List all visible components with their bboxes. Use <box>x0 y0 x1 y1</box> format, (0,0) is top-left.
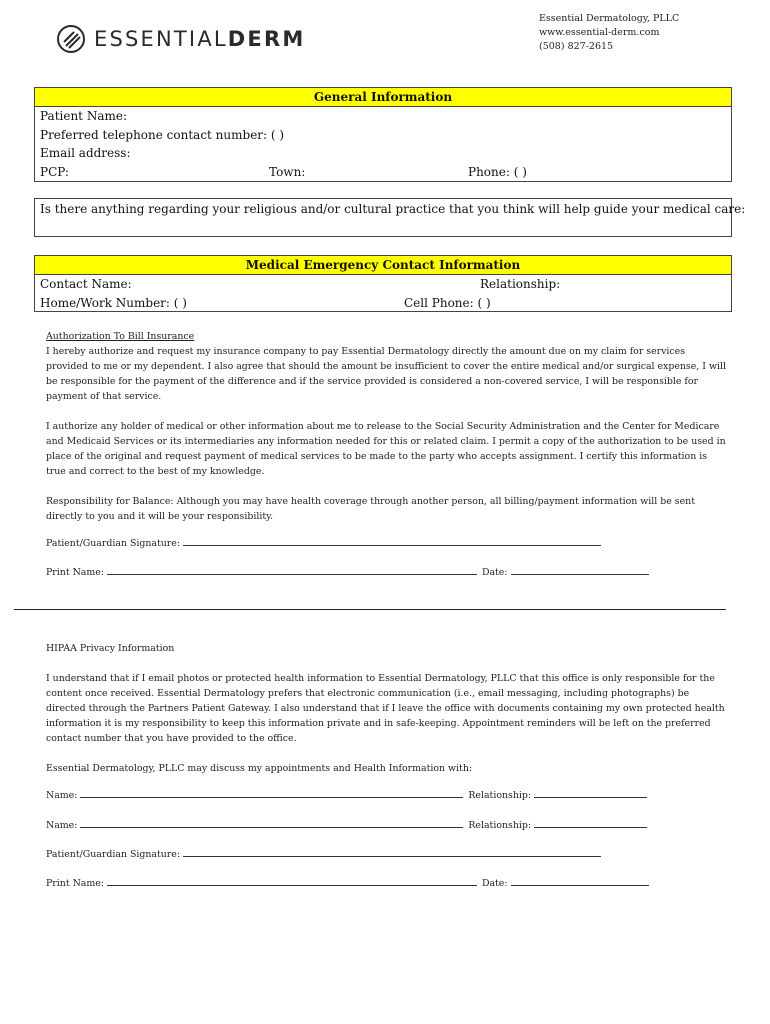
hipaa-relationship-label-2: Relationship: <box>468 820 532 831</box>
pcp-field[interactable]: PCP: <box>40 164 69 179</box>
town-field[interactable]: Town: <box>269 164 306 179</box>
logo <box>56 22 305 56</box>
hipaa-print-line[interactable] <box>107 876 477 886</box>
logo-text: ESSENTIALDERM <box>94 27 306 51</box>
billing-paragraph-3: Responsibility for Balance: Although you may have health coverage through another person, all billing/payment information will be sent directly to you and it will be your responsibility. <box>46 496 695 522</box>
hipaa-name-line-2[interactable] <box>80 818 463 828</box>
billing-print-row <box>46 565 649 580</box>
essentialderm-logo-icon <box>56 24 86 54</box>
hipaa-discuss-text: Essential Dermatology, PLLC may discuss my appointments and Health Information with: <box>46 763 473 774</box>
hipaa-paragraph-1: I understand that if I email photos or protected health information to Essential Dermatology, PLLC that this office is only responsible for the content once received. Essential Dermatology prefers that electronic communication (i.e., email messaging, including photographs) be directed through the Partners Patient Gateway. I also understand that if I leave the office with documents containing my own protected health information it is my responsibility to keep this information private and in safe-keeping. Appointment reminders will be left on the preferred contact number that you have provided to the office. <box>46 673 725 744</box>
billing-signature-line[interactable] <box>183 536 601 546</box>
section-divider <box>14 609 726 610</box>
hipaa-date-label: Date: <box>481 878 508 889</box>
phone-row <box>35 294 731 313</box>
pcp-row <box>35 163 731 182</box>
pcp-phone-field[interactable]: Phone: ( ) <box>468 164 527 179</box>
religious-question-box[interactable] <box>34 198 746 237</box>
hipaa-print-row <box>46 876 649 891</box>
company-phone: (508) 827-2615 <box>539 41 614 52</box>
email-field[interactable]: Email address: <box>40 146 131 160</box>
hipaa-name-row-1 <box>46 788 647 803</box>
hipaa-section <box>46 641 728 776</box>
hipaa-print-label: Print Name: <box>46 878 104 889</box>
hipaa-signature-label: Patient/Guardian Signature: <box>46 849 181 860</box>
hipaa-date-line[interactable] <box>511 876 649 886</box>
hipaa-name-label-1: Name: <box>46 790 78 801</box>
company-name: Essential Dermatology, PLLC <box>539 13 680 24</box>
religious-question: Is there anything regarding your religious and/or cultural practice that you think will help guide your medical care: <box>40 202 746 216</box>
billing-paragraph-2: I authorize any holder of medical or other information about me to release to the Social Security Administration and the Center for Medicare and Medicaid Services or its intermediaries any information needed for this or related claim. I permit a copy of the authorization to be used in place of the original and request payment of medical services to be made to the party who accepts assignment. I certify this information is true and correct to the best of my knowledge. <box>46 421 726 477</box>
relationship-field[interactable]: Relationship: <box>480 277 561 291</box>
billing-date-label: Date: <box>481 567 508 578</box>
general-info-section <box>34 87 732 182</box>
billing-paragraph-1: I hereby authorize and request my insurance company to pay Essential Dermatology directly the amount due on my claim for services provided to me or my dependent. I also agree that should the amount be insufficient to cover the entire medical and/or surgical expense, I will be responsible for the payment of the difference and if the service provided is considered a non-covered service, I will be responsible for payment of that service. <box>46 346 726 402</box>
hipaa-relationship-line-2[interactable] <box>534 818 647 828</box>
preferred-phone-field[interactable]: Preferred telephone contact number: ( ) <box>40 127 285 142</box>
company-website: www.essential-derm.com <box>539 27 660 38</box>
contact-name-field[interactable]: Contact Name: <box>40 277 132 291</box>
hipaa-relationship-line-1[interactable] <box>534 788 647 798</box>
billing-print-line[interactable] <box>107 565 477 575</box>
contact-name-row <box>35 275 731 294</box>
billing-section <box>46 329 728 524</box>
hipaa-relationship-label-1: Relationship: <box>468 790 532 801</box>
hipaa-name-label-2: Name: <box>46 820 78 831</box>
emergency-contact-title: Medical Emergency Contact Information <box>35 256 731 275</box>
home-work-number-field[interactable]: Home/Work Number: ( ) <box>40 295 187 310</box>
billing-print-label: Print Name: <box>46 567 104 578</box>
hipaa-signature-line[interactable] <box>183 847 601 857</box>
company-info <box>539 12 679 54</box>
billing-signature-row <box>46 536 601 551</box>
general-info-title: General Information <box>35 88 731 107</box>
billing-date-line[interactable] <box>511 565 649 575</box>
hipaa-heading: HIPAA Privacy Information <box>46 643 175 654</box>
emergency-contact-section <box>34 255 732 312</box>
cell-phone-field[interactable]: Cell Phone: ( ) <box>404 295 491 310</box>
patient-name-field[interactable]: Patient Name: <box>40 109 127 123</box>
billing-heading: Authorization To Bill Insurance <box>46 331 195 342</box>
hipaa-name-row-2 <box>46 818 647 833</box>
hipaa-name-line-1[interactable] <box>80 788 463 798</box>
billing-signature-label: Patient/Guardian Signature: <box>46 538 181 549</box>
hipaa-signature-row <box>46 847 601 862</box>
